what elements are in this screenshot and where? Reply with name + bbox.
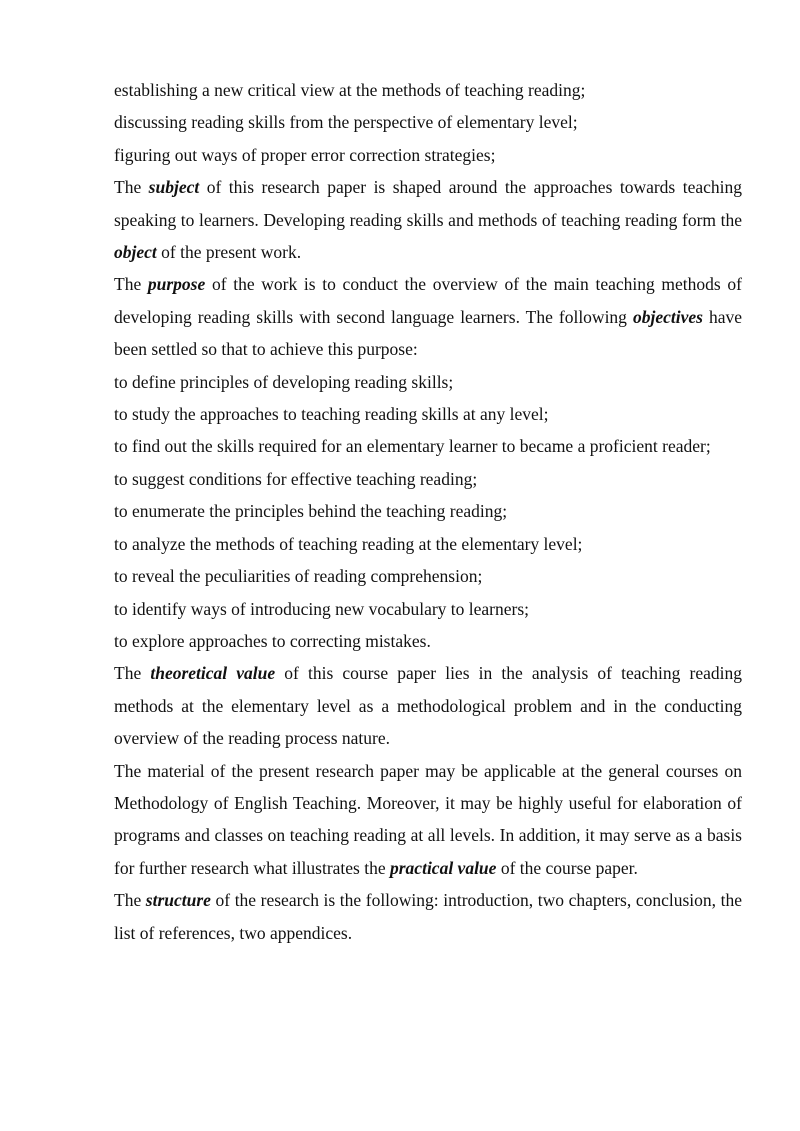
emphasized-term: structure xyxy=(145,890,211,911)
text-run: have been settled so that to achieve this purpose: xyxy=(114,306,742,360)
text-run: to explore approaches to correcting mistakes. xyxy=(114,630,431,651)
paragraph xyxy=(114,657,742,754)
text-run: of this course paper lies in the analysis of teaching reading methods at the elementary level as a methodological problem and in the conducting overview of the reading process nature. xyxy=(114,663,742,749)
text-run: The xyxy=(114,177,149,198)
text-run: of the course paper. xyxy=(496,857,638,878)
text-run: to reveal the peculiarities of reading comprehension; xyxy=(114,566,483,587)
text-run: establishing a new critical view at the methods of teaching reading; xyxy=(114,80,586,100)
text-run: The xyxy=(114,663,151,684)
paragraph xyxy=(114,398,742,430)
text-run: of the present work. xyxy=(156,242,302,263)
text-run: to define principles of developing reading skills; xyxy=(114,371,454,392)
text-run: to suggest conditions for effective teaching reading; xyxy=(114,468,478,489)
paragraph xyxy=(114,74,742,106)
paragraph xyxy=(114,463,742,495)
emphasized-term: purpose xyxy=(147,274,206,295)
text-run: The xyxy=(114,890,146,911)
paragraph xyxy=(114,139,742,171)
paragraph xyxy=(114,106,742,138)
paragraph xyxy=(114,625,742,657)
text-run: to identify ways of introducing new vocabulary to learners; xyxy=(114,598,530,619)
paragraph xyxy=(114,593,742,625)
paragraph xyxy=(114,495,742,527)
text-run: to enumerate the principles behind the teaching reading; xyxy=(114,501,508,522)
text-run: discussing reading skills from the perspective of elementary level; xyxy=(114,112,578,133)
text-run: of the work is to conduct the overview of the main teaching methods of developing reading skills with second language learners. The following xyxy=(114,274,742,327)
text-run: figuring out ways of proper error correction strategies; xyxy=(114,144,496,165)
paragraph xyxy=(114,366,742,398)
text-run: The material of the present research paper may be applicable at the general courses on Methodology of English Teaching. Moreover, it may be highly useful for elaboration of programs and classes on teaching reading at all levels. In addition, it may serve as a basis for further research what illustrates the xyxy=(114,760,742,878)
text-run: to find out the skills required for an elementary learner to became a proficient reader; xyxy=(114,436,711,457)
text-run: to analyze the methods of teaching reading at the elementary level; xyxy=(114,533,583,554)
paragraph xyxy=(114,560,742,592)
paragraph xyxy=(114,268,742,365)
body-text xyxy=(114,74,742,949)
paragraph xyxy=(114,430,742,462)
text-run: The xyxy=(114,274,148,295)
emphasized-term: practical value xyxy=(390,857,497,878)
paragraph xyxy=(114,171,742,268)
emphasized-term: objectives xyxy=(632,306,703,327)
emphasized-term: subject xyxy=(148,177,200,198)
paragraph xyxy=(114,528,742,560)
emphasized-term: object xyxy=(114,242,157,263)
text-run: of the research is the following: introduction, two chapters, conclusion, the list of references, two appendices. xyxy=(114,890,742,943)
text-run: to study the approaches to teaching reading skills at any level; xyxy=(114,404,549,425)
text-run: of this research paper is shaped around the approaches towards teaching speaking to learners. Developing reading skills and methods of teaching reading form the xyxy=(114,177,742,230)
paragraph xyxy=(114,755,742,885)
paragraph xyxy=(114,884,742,949)
emphasized-term: theoretical value xyxy=(150,663,276,684)
